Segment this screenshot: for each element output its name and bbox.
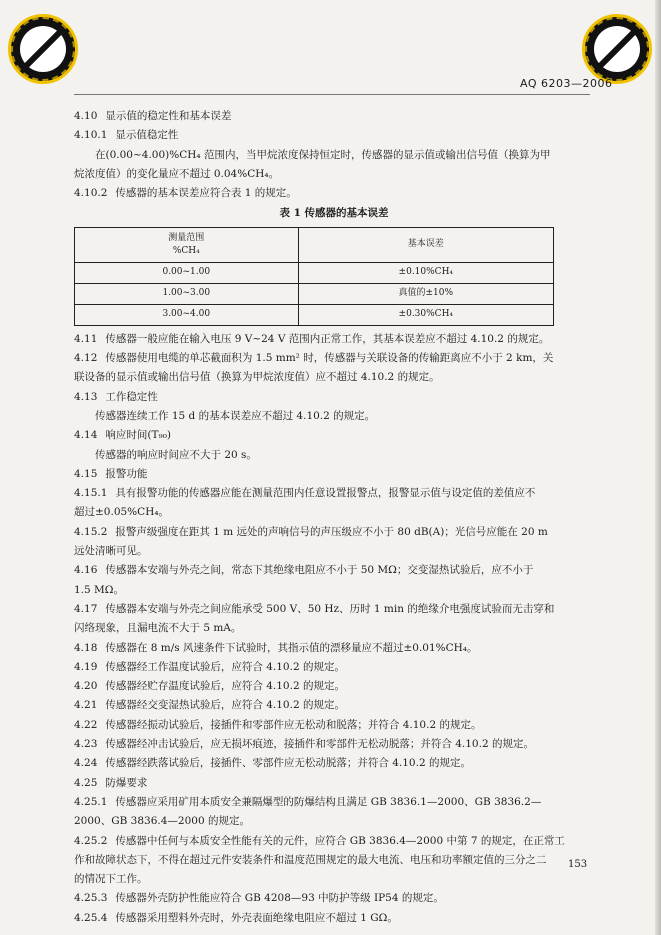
clause-4-10: 4.10 显示值的稳定性和基本误差 (74, 110, 232, 122)
error-table (74, 227, 554, 326)
clause-text: 传感器连续工作 15 d 的基本误差应不超过 4.10.2 的规定。 (95, 409, 376, 422)
clause-text: 在(0.00~4.00)%CH₄ 范围内，当甲烷浓度保持恒定时，传感器的显示值或输出信号值（换算为甲 (95, 148, 551, 161)
table-row (75, 262, 554, 283)
clause-4-15: 4.15 报警功能 (74, 467, 148, 480)
table-header-row (75, 227, 554, 262)
clause-text: 2000、GB 3836.4—2000 的规定。 (74, 815, 250, 828)
clause-4-10-1: 4.10.1 显示值稳定性 (74, 129, 179, 142)
clause-4-25: 4.25 防爆要求 (74, 776, 148, 789)
clause-text: 联设备的显示值或输出信号值（换算为甲烷浓度值）应不超过 4.10.2 的规定。 (74, 371, 440, 384)
clause-text: 的情况下工作。 (74, 873, 148, 886)
clause-text: 远处清晰可见。 (74, 545, 148, 558)
page-number: 153 (568, 859, 588, 870)
clause-4-17: 4.17 传感器本安端与外壳之间应能承受 500 V、50 Hz、历时 1 min 的绝缘介电强度试验而无击穿和 (74, 602, 555, 615)
pdf-xchange-stamp-icon[interactable] (8, 14, 78, 84)
clause-4-13: 4.13 工作稳定性 (74, 390, 158, 403)
clause-4-19: 4.19 传感器经工作温度试验后，应符合 4.10.2 的规定。 (74, 660, 345, 673)
clause-text: 作和故障状态下，不得在超过元件安装条件和温度范围规定的最大电流、电压和功率额定值的三分之二 (74, 853, 547, 866)
clause-4-18: 4.18 传感器在 8 m/s 风速条件下试验时，其指示值的漂移量应不超过±0.01%CH₄。 (74, 641, 478, 654)
clause-4-22: 4.22 传感器经振动试验后，接插件和零部件应无松动和脱落；并符合 4.10.2 的规定。 (74, 718, 482, 731)
clause-4-25-3: 4.25.3 传感器外壳防护性能应符合 GB 4208—93 中防护等级 IP54 的规定。 (74, 892, 444, 905)
table-cell: 真值的±10% (298, 283, 553, 304)
table-cell: 3.00~4.00 (75, 304, 299, 325)
clause-text: 1.5 MΩ。 (74, 583, 124, 596)
clause-4-15-2: 4.15.2 报警声级强度在距其 1 m 远处的声响信号的声压级应不小于 80 dB(A)；光信号应能在 20 m (74, 525, 548, 538)
column-header-error: 基本误差 (298, 227, 553, 262)
clause-4-11: 4.11 传感器一般应能在输入电压 9 V~24 V 范围内正常工作，其基本误差应不超过 4.10.2 的规定。 (74, 332, 550, 345)
header-rule (74, 94, 590, 95)
standard-code: AQ 6203—2006 (520, 77, 613, 90)
clause-4-23: 4.23 传感器经冲击试验后，应无损坏痕迹，接插件和零部件无松动脱落；并符合 4.10.2 的规定。 (74, 738, 534, 751)
clause-4-14: 4.14 响应时间(T₉₀) (74, 429, 172, 442)
table-cell: ±0.10%CH₄ (298, 262, 553, 283)
clause-4-16: 4.16 传感器本安端与外壳之间，常态下其绝缘电阻应不小于 50 MΩ；交变湿热试验后，应不小于 (74, 564, 534, 577)
document-body (74, 107, 594, 928)
clause-4-21: 4.21 传感器经交变湿热试验后，应符合 4.10.2 的规定。 (74, 699, 345, 712)
table-row (75, 304, 554, 325)
table-cell: 0.00~1.00 (75, 262, 299, 283)
clause-4-25-2: 4.25.2 传感器中任何与本质安全性能有关的元件，应符合 GB 3836.4—2000 中第 7 的规定，在正常工 (74, 834, 565, 847)
clause-text: 超过±0.05%CH₄。 (74, 506, 170, 519)
clause-4-20: 4.20 传感器经贮存温度试验后，应符合 4.10.2 的规定。 (74, 680, 345, 693)
clause-text: 传感器的响应时间应不大于 20 s。 (95, 448, 257, 461)
column-header-range: 测量范围 %CH₄ (75, 227, 299, 262)
clause-4-10-2: 4.10.2 传感器的基本误差应符合表 1 的规定。 (74, 187, 297, 200)
table-caption: 表 1 传感器的基本误差 (279, 207, 389, 220)
clause-4-24: 4.24 传感器经跌落试验后，接插件、零部件应无松动脱落；并符合 4.10.2 的规定。 (74, 757, 471, 770)
clause-4-12: 4.12 传感器使用电缆的单芯截面积为 1.5 mm² 时，传感器与关联设备的传输距离应不小于 2 km，关 (74, 352, 554, 365)
table-cell: 1.00~3.00 (75, 283, 299, 304)
clause-text: 烷浓度值）的变化量应不超过 0.04%CH₄。 (74, 167, 280, 180)
table-cell: ±0.30%CH₄ (298, 304, 553, 325)
clause-text: 闪络现象，且漏电流不大于 5 mA。 (74, 622, 242, 635)
clause-4-25-4: 4.25.4 传感器采用塑料外壳时，外壳表面绝缘电阻应不超过 1 GΩ。 (74, 911, 398, 924)
clause-4-25-1: 4.25.1 传感器应采用矿用本质安全兼隔爆型的防爆结构且满足 GB 3836.1—2000、GB 3836.2— (74, 795, 542, 808)
page-edge-shadow (655, 0, 661, 935)
clause-4-15-1: 4.15.1 具有报警功能的传感器应能在测量范围内任意设置报警点，报警显示值与设定值的差值应不 (74, 487, 536, 500)
table-row (75, 283, 554, 304)
pdf-xchange-stamp-icon[interactable] (582, 14, 652, 84)
